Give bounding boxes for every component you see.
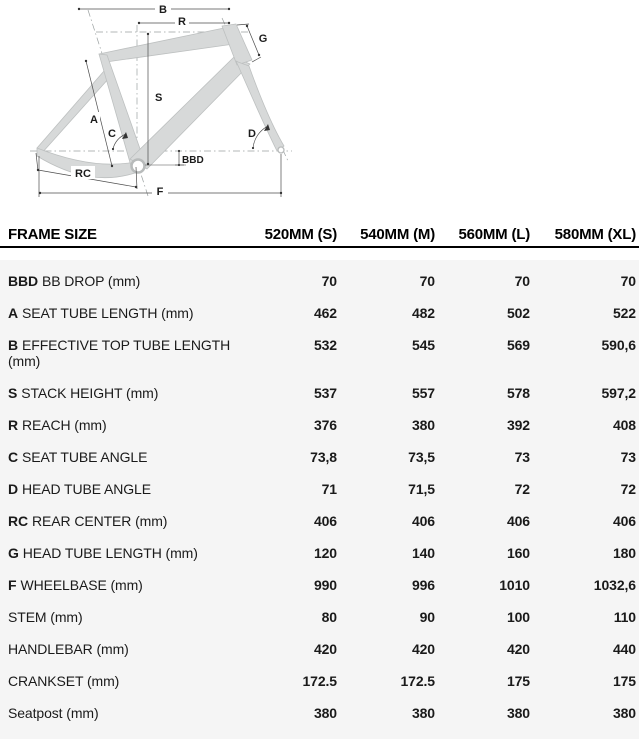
row-value: 80 xyxy=(321,609,337,625)
diagram-label-bbd: BBD xyxy=(182,155,204,166)
row-value: 70 xyxy=(514,273,530,289)
row-value: 120 xyxy=(313,545,337,561)
table-header-frame-size: FRAME SIZE xyxy=(8,226,97,243)
column-header-size-xl: 580MM (XL) xyxy=(554,226,636,243)
row-label-text: HANDLEBAR (mm) xyxy=(8,641,129,657)
row-value: 537 xyxy=(313,385,337,401)
row-label-text: EFFECTIVE TOP TUBE LENGTH (mm) xyxy=(8,337,231,369)
row-label-text: Seatpost (mm) xyxy=(8,705,99,721)
row-value: 380 xyxy=(411,417,435,433)
row-value: 597,2 xyxy=(601,385,636,401)
table-body xyxy=(0,260,639,739)
row-value: 406 xyxy=(506,513,530,529)
row-label xyxy=(8,305,239,321)
row-value: 100 xyxy=(506,609,530,625)
row-label-prefix: A xyxy=(8,305,19,321)
row-value: 462 xyxy=(313,305,337,321)
row-value: 990 xyxy=(313,577,337,593)
table-row xyxy=(0,329,639,377)
table-row xyxy=(0,665,639,697)
row-label xyxy=(8,545,239,561)
fork xyxy=(236,61,284,151)
row-label xyxy=(8,705,239,721)
row-value: 73,8 xyxy=(310,449,337,465)
row-value: 482 xyxy=(411,305,435,321)
row-label-text: WHEELBASE (mm) xyxy=(20,577,143,593)
table-header-row xyxy=(0,215,639,248)
row-value: 569 xyxy=(506,337,530,353)
row-value: 175 xyxy=(506,673,530,689)
diagram-label-d: D xyxy=(248,128,256,140)
row-label xyxy=(8,273,239,289)
row-value: 73 xyxy=(514,449,530,465)
row-value: 90 xyxy=(419,609,435,625)
table-row xyxy=(0,633,639,665)
row-value: 160 xyxy=(506,545,530,561)
row-value: 140 xyxy=(411,545,435,561)
row-value: 406 xyxy=(411,513,435,529)
diagram-label-f: F xyxy=(156,186,164,198)
table-row xyxy=(0,697,639,729)
front-dropout xyxy=(278,147,284,153)
row-value: 590,6 xyxy=(601,337,636,353)
seat-tube xyxy=(99,54,145,166)
table-row xyxy=(0,409,639,441)
table-row xyxy=(0,505,639,537)
row-value: 557 xyxy=(411,385,435,401)
row-label-prefix: R xyxy=(8,417,19,433)
row-value: 175 xyxy=(612,673,636,689)
diagram-label-c: C xyxy=(108,128,116,140)
row-label-prefix: B xyxy=(8,337,19,353)
row-label-prefix: G xyxy=(8,545,19,561)
row-label xyxy=(8,641,239,657)
row-value: 502 xyxy=(506,305,530,321)
row-label-prefix: D xyxy=(8,481,19,497)
table-row xyxy=(0,265,639,297)
table-row xyxy=(0,377,639,409)
row-value: 380 xyxy=(506,705,530,721)
diagram-label-b: B xyxy=(159,4,167,16)
row-value: 420 xyxy=(411,641,435,657)
row-value: 408 xyxy=(612,417,636,433)
column-header-size-m: 540MM (M) xyxy=(360,226,435,243)
row-value: 70 xyxy=(321,273,337,289)
row-value: 578 xyxy=(506,385,530,401)
column-header-size-l: 560MM (L) xyxy=(458,226,530,243)
row-value: 1032,6 xyxy=(593,577,636,593)
row-value: 1010 xyxy=(499,577,530,593)
diagram-label-r: R xyxy=(178,16,186,28)
row-label xyxy=(8,513,239,529)
row-label-text: STACK HEIGHT (mm) xyxy=(21,385,159,401)
bottom-bracket xyxy=(132,160,145,173)
table-row xyxy=(0,601,639,633)
row-label-prefix: BBD xyxy=(8,273,39,289)
row-label xyxy=(8,481,239,497)
row-label-text: SEAT TUBE ANGLE xyxy=(22,449,148,465)
row-value: 522 xyxy=(612,305,636,321)
frame-geometry-diagram xyxy=(0,0,639,215)
row-value: 996 xyxy=(411,577,435,593)
row-label-text: CRANKSET (mm) xyxy=(8,673,120,689)
row-label-text: REACH (mm) xyxy=(22,417,107,433)
row-label-text: HEAD TUBE LENGTH (mm) xyxy=(22,545,198,561)
row-label-prefix: RC xyxy=(8,513,29,529)
row-value: 406 xyxy=(313,513,337,529)
row-value: 72 xyxy=(620,481,636,497)
row-value: 70 xyxy=(419,273,435,289)
row-value: 380 xyxy=(612,705,636,721)
row-value: 406 xyxy=(612,513,636,529)
table-row xyxy=(0,473,639,505)
row-value: 440 xyxy=(612,641,636,657)
row-label-text: REAR CENTER (mm) xyxy=(32,513,168,529)
row-value: 420 xyxy=(313,641,337,657)
row-value: 532 xyxy=(313,337,337,353)
row-value: 545 xyxy=(411,337,435,353)
row-value: 172.5 xyxy=(302,673,337,689)
row-label-prefix: C xyxy=(8,449,19,465)
row-value: 380 xyxy=(411,705,435,721)
diagram-label-a: A xyxy=(90,114,98,126)
row-label xyxy=(8,337,239,369)
row-value: 72 xyxy=(514,481,530,497)
row-label xyxy=(8,385,239,401)
row-label xyxy=(8,449,239,465)
row-label-prefix: S xyxy=(8,385,18,401)
diagram-label-s: S xyxy=(155,92,163,104)
diagram-label-g: G xyxy=(258,33,268,45)
table-row xyxy=(0,537,639,569)
row-value: 392 xyxy=(506,417,530,433)
row-label xyxy=(8,609,239,625)
row-label-text: STEM (mm) xyxy=(8,609,83,625)
row-value: 70 xyxy=(620,273,636,289)
row-label-prefix: F xyxy=(8,577,17,593)
row-label xyxy=(8,577,239,593)
row-value: 172.5 xyxy=(400,673,435,689)
geometry-table xyxy=(0,215,639,739)
row-label xyxy=(8,417,239,433)
row-label-text: HEAD TUBE ANGLE xyxy=(22,481,151,497)
bike-frame-diagram-svg xyxy=(0,0,320,215)
row-value: 73 xyxy=(620,449,636,465)
row-value: 71,5 xyxy=(408,481,435,497)
table-row xyxy=(0,441,639,473)
row-label-text: BB DROP (mm) xyxy=(42,273,141,289)
row-value: 71 xyxy=(321,481,337,497)
row-label xyxy=(8,673,239,689)
column-header-size-s: 520MM (S) xyxy=(264,226,337,243)
row-value: 420 xyxy=(506,641,530,657)
row-label-text: SEAT TUBE LENGTH (mm) xyxy=(22,305,194,321)
row-value: 380 xyxy=(313,705,337,721)
diagram-label-rc: RC xyxy=(75,168,91,180)
row-value: 180 xyxy=(612,545,636,561)
table-row xyxy=(0,297,639,329)
table-row xyxy=(0,569,639,601)
row-value: 376 xyxy=(313,417,337,433)
row-value: 110 xyxy=(613,609,636,625)
row-value: 73,5 xyxy=(408,449,435,465)
top-tube xyxy=(99,28,234,62)
